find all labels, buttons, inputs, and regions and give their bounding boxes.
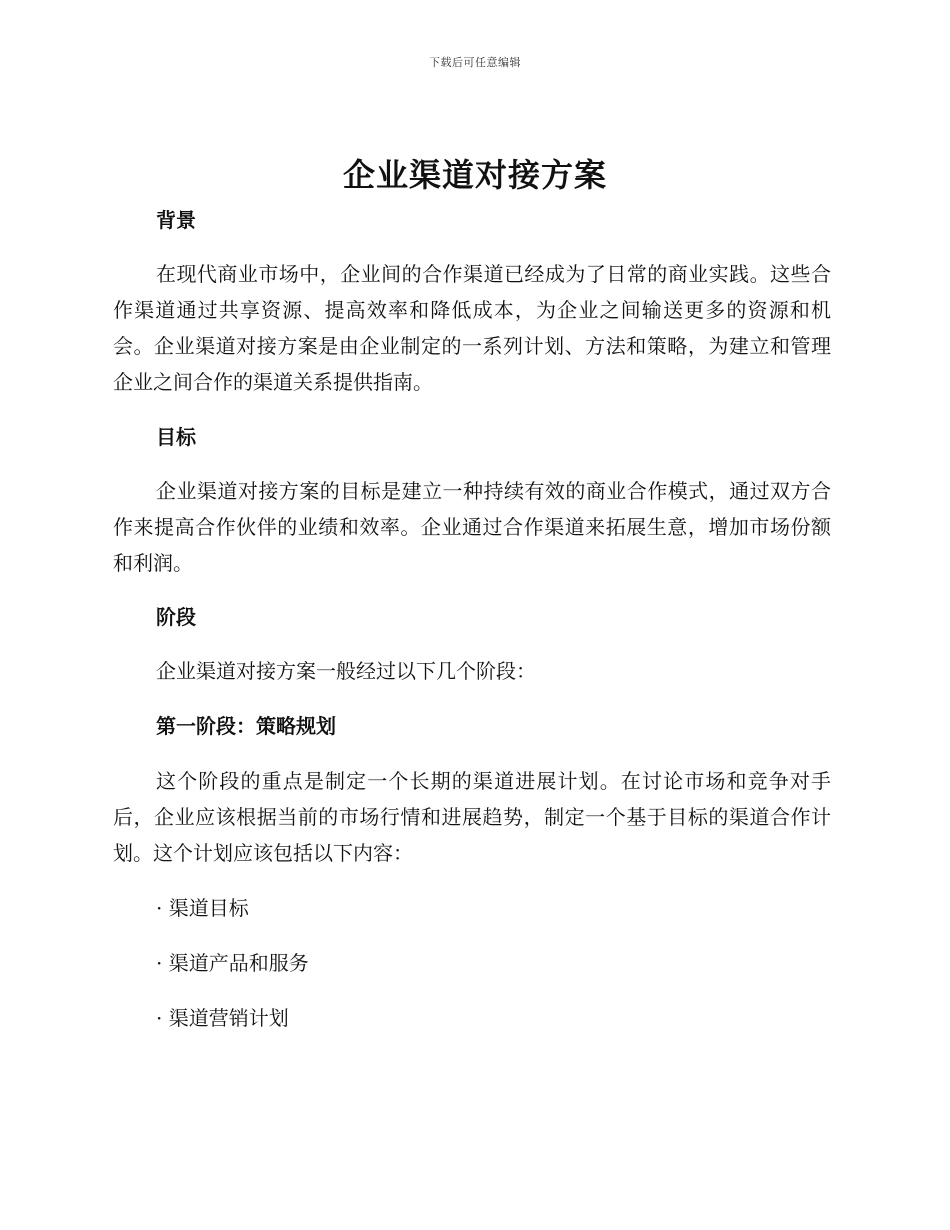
document-body bbox=[113, 200, 831, 1036]
paragraph-stages: 企业渠道对接方案一般经过以下几个阶段： bbox=[156, 659, 536, 683]
paragraph-background: 在现代商业市场中，企业间的合作渠道已经成为了日常的商业实践。这些合作渠道通过共享资源、提高效率和降低成本，为企业之间输送更多的资源和机会。企业渠道对接方案是由企业制定的一系列计划、方法和策略，为建立和管理企业之间合作的渠道关系提供指南。 bbox=[113, 262, 831, 394]
header-note: 下载后可任意编辑 bbox=[429, 56, 521, 69]
section-heading-goal: 目标 bbox=[156, 425, 196, 449]
paragraph-goal: 企业渠道对接方案的目标是建立一种持续有效的商业合作模式，通过双方合作来提高合作伙伴的业绩和效率。企业通过合作渠道来拓展生意，增加市场份额和利润。 bbox=[113, 479, 831, 575]
section-heading-stage-one: 第一阶段：策略规划 bbox=[156, 714, 336, 738]
list-item: · 渠道产品和服务 bbox=[156, 951, 309, 975]
section-heading-stages: 阶段 bbox=[156, 605, 196, 629]
list-item: · 渠道目标 bbox=[156, 896, 249, 920]
section-heading-background: 背景 bbox=[156, 208, 196, 232]
paragraph-stage-one: 这个阶段的重点是制定一个长期的渠道进展计划。在讨论市场和竞争对手后，企业应该根据当前的市场行情和进展趋势，制定一个基于目标的渠道合作计划。这个计划应该包括以下内容： bbox=[113, 769, 831, 865]
document-title: 企业渠道对接方案 bbox=[342, 156, 607, 194]
list-item: · 渠道营销计划 bbox=[156, 1006, 289, 1030]
